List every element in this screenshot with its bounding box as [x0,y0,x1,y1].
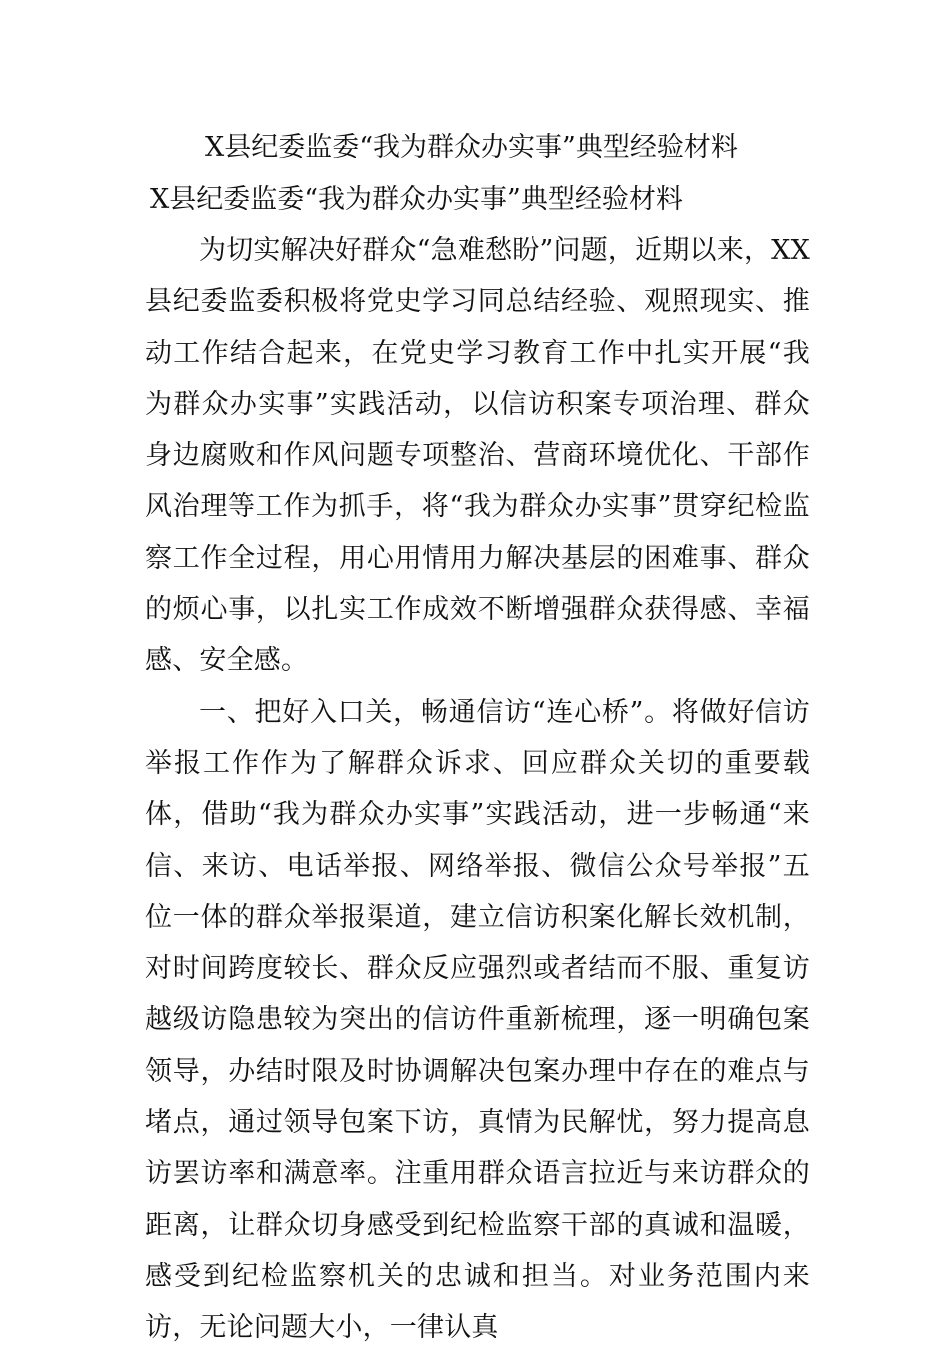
document-title: X县纪委监委“我为群众办实事”典型经验材料 [205,132,738,163]
paragraph-section-1: 一、把好入口关，畅通信访“连心桥”。将做好信访举报工作作为了解群众诉求、回应群众关切的重要载体，借助“我为群众办实事”实践活动，进一步畅通“来信、来访、电话举报、网络举报、微信公众号举报”五位一体的群众举报渠道，建立信访积案化解长效机制，对时间跨度较长、群众反应强烈或者结而不服、重复访越级访隐患较为突出的信访件重新梳理，逐一明确包案领导，办结时限及时协调解决包案办理中存在的难点与堵点，通过领导包案下访，真情为民解忧，努力提高息访罢访率和满意率。注重用群众语言拉近与来访群众的距离，让群众切身感受到纪检监察干部的真诚和温暖，感受到纪检监察机关的忠诚和担当。对业务范围内来访，无论问题大小，一律认真 [145,696,810,1344]
document-subtitle: X县纪委监委“我为群众办实事”典型经验材料 [150,184,683,215]
paragraph-intro: 为切实解决好群众“急难愁盼”问题，近期以来，XX县纪委监委积极将党史学习同总结经验、观照现实、推动工作结合起来，在党史学习教育工作中扎实开展“我为群众办实事”实践活动，以信访积案专项治理、群众身边腐败和作风问题专项整治、营商环境优化、干部作风治理等工作为抓手，将“我为群众办实事”贯穿纪检监察工作全过程，用心用情用力解决基层的困难事、群众的烦心事，以扎实工作成效不断增强群众获得感、幸福感、安全感。 [145,235,810,677]
document-body [145,225,810,1354]
